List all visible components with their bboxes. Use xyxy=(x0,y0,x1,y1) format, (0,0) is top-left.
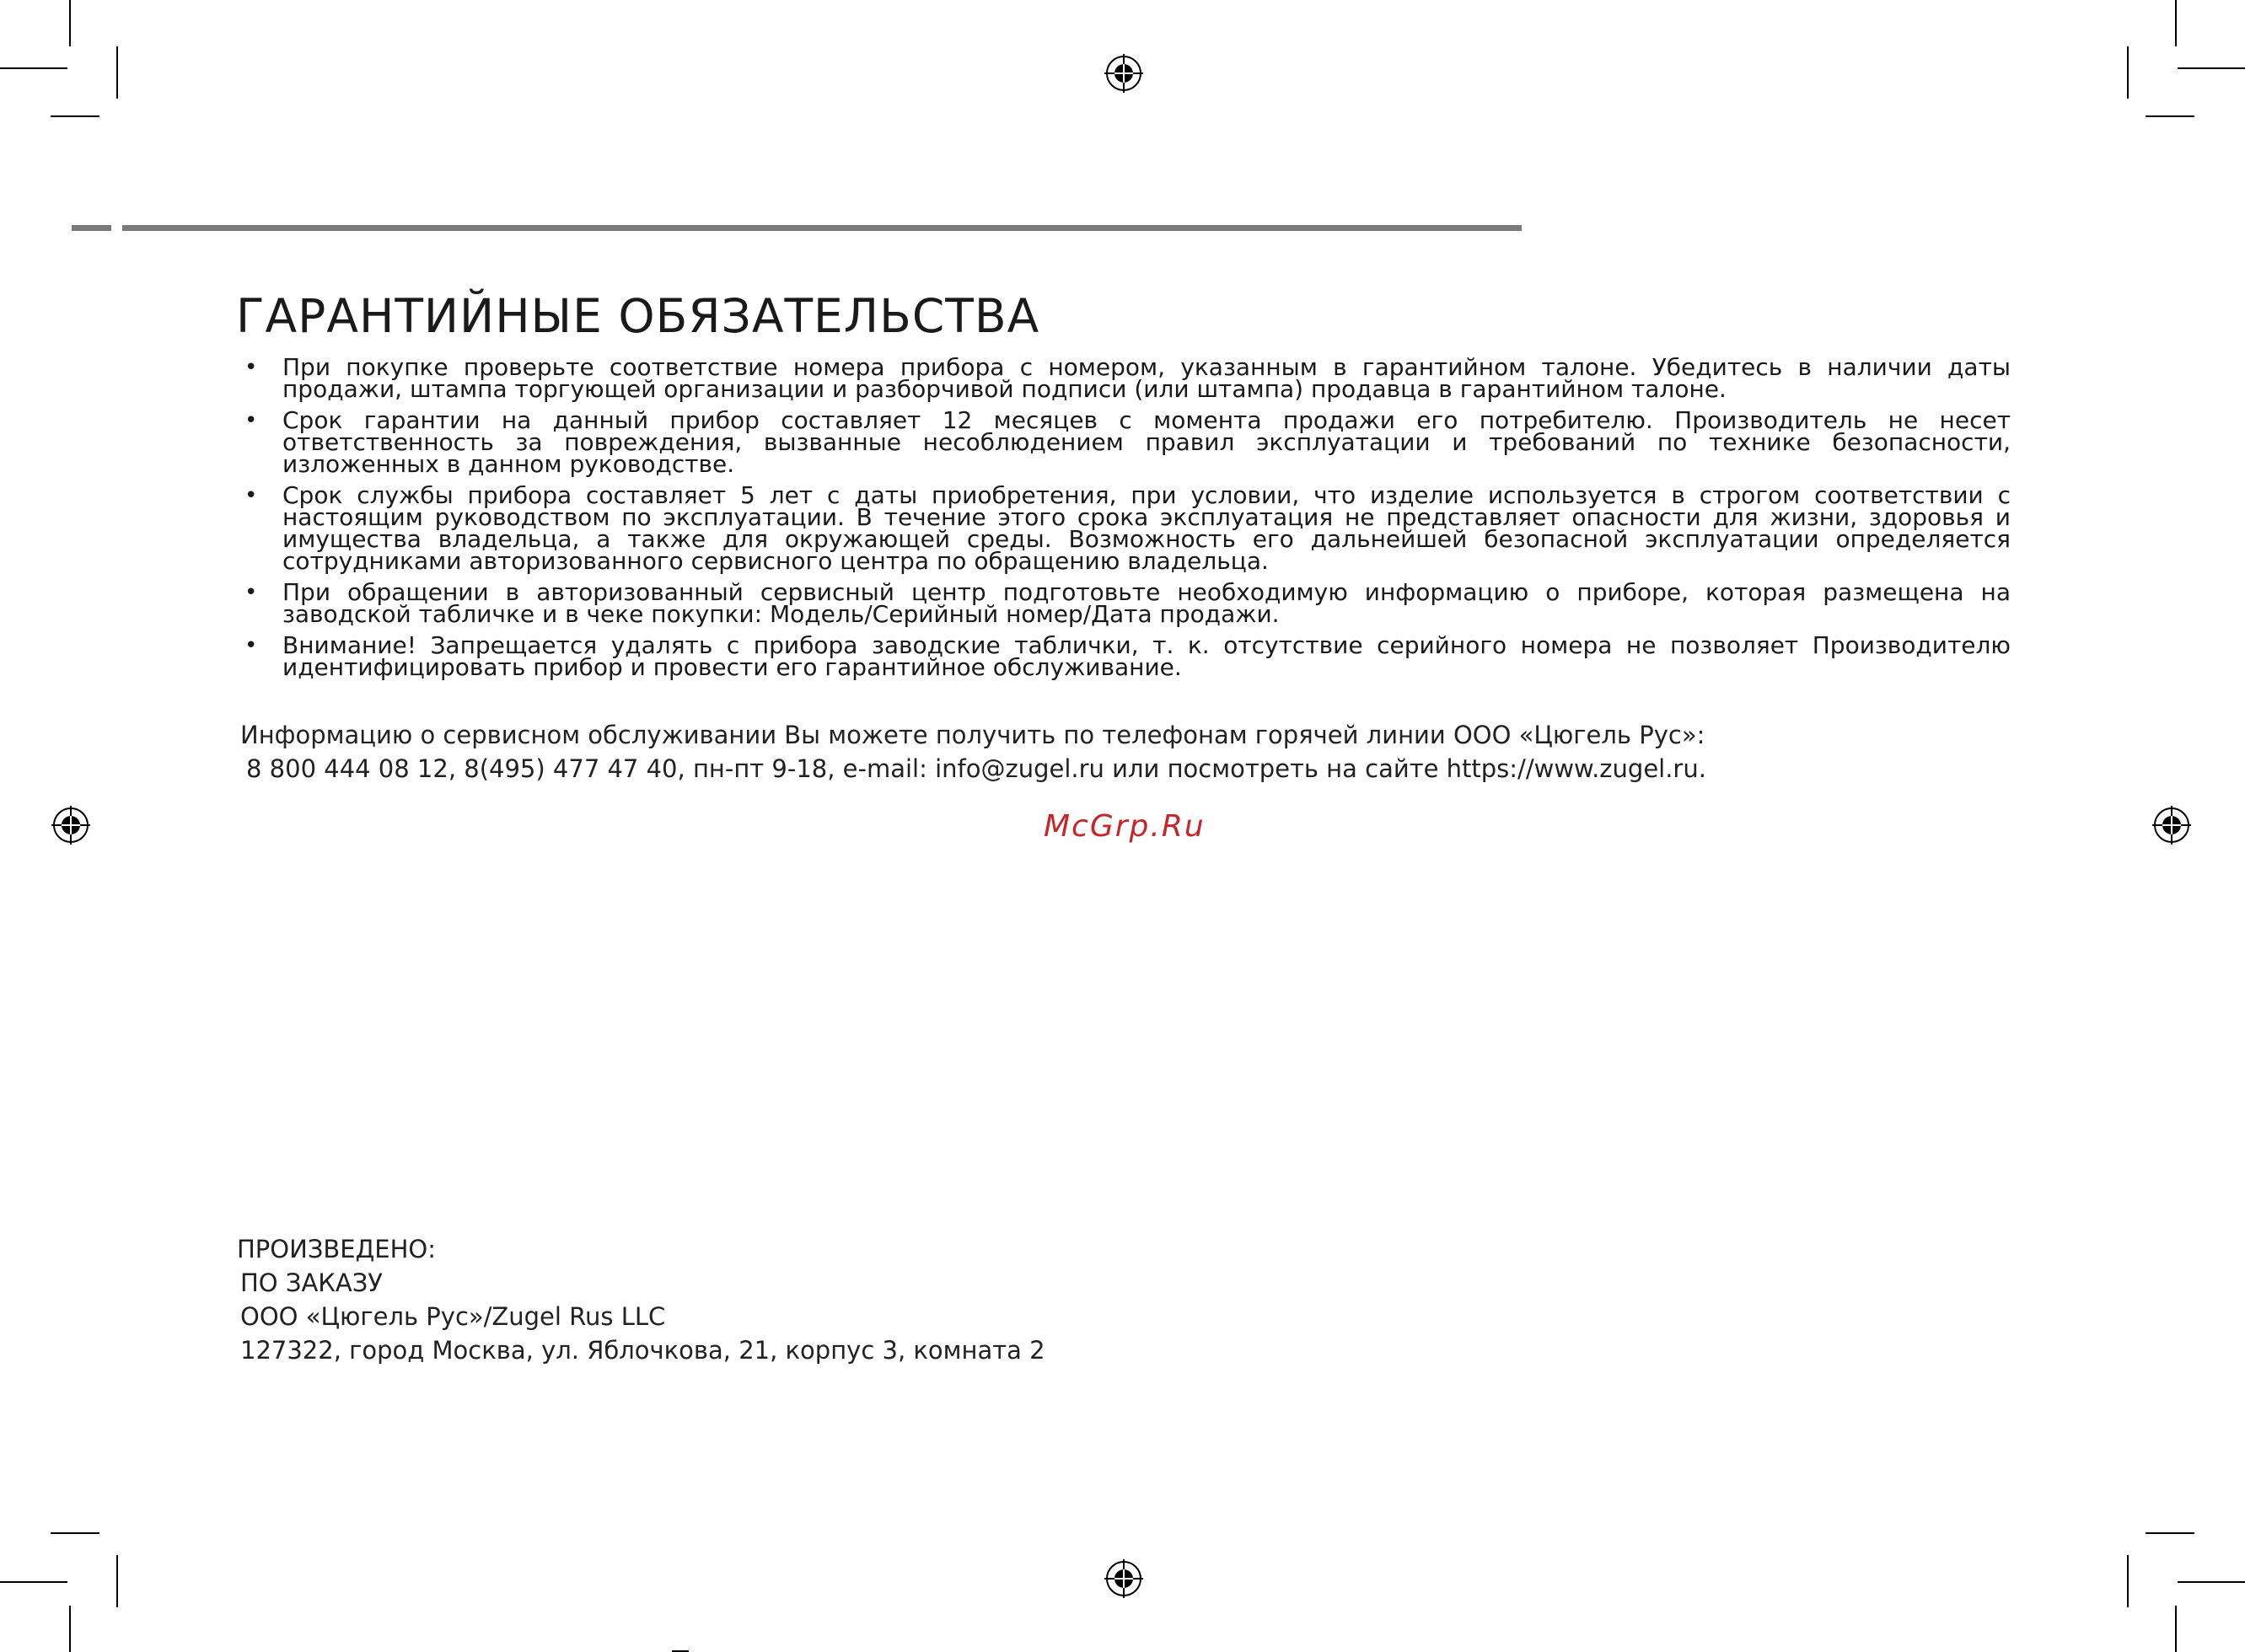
registration-mark-icon xyxy=(51,806,90,845)
bullet-icon: • xyxy=(244,483,258,508)
registration-mark-icon xyxy=(1104,1559,1143,1598)
list-item-text: Внимание! Запрещается удалять с прибора заводские таблички, т. к. отсутствие серийного номера не позволяет Производителю идентифицировать прибор и провести его гарантийное обслуживание. xyxy=(282,631,2011,681)
list-item xyxy=(244,406,2011,478)
bullet-icon: • xyxy=(244,580,258,605)
crop-mark xyxy=(0,1581,67,1583)
crop-mark xyxy=(2146,1532,2194,1534)
list-item-text: Срок службы прибора составляет 5 лет с даты приобретения, при условии, что изделие используется в строгом соответствии с настоящим руководством по эксплуатации. В течение этого срока эксплуатация не представляет опасности для жизни, здоровья и имущества владельца, а также для окружающей среды. Возможность его дальнейшей безопасной эксплуатации определяется сотрудниками авторизованного сервисного центра по обращению владельца. xyxy=(282,481,2011,575)
list-item xyxy=(244,353,2011,403)
service-info-line: Информацию о сервисном обслуживании Вы можете получить по телефонам горячей линии ООО «Цюгель Рус»: xyxy=(240,721,1705,749)
list-item-text: При обращении в авторизованный сервисный центр подготовьте необходимую информацию о приборе, которая размещена на заводской табличке и в чеке покупки: Модель/Серийный номер/Дата продажи. xyxy=(282,578,2011,628)
crop-mark xyxy=(116,1555,118,1607)
crop-mark xyxy=(2146,115,2194,117)
manufacturer-heading: ПРОИЗВЕДЕНО: xyxy=(237,1235,437,1263)
list-item xyxy=(244,481,2011,575)
bullet-icon: • xyxy=(244,408,258,433)
crop-mark xyxy=(51,115,99,117)
crop-mark xyxy=(116,46,118,99)
bullet-icon: • xyxy=(244,633,258,658)
list-item xyxy=(244,578,2011,628)
crop-mark xyxy=(0,67,67,69)
crop-mark xyxy=(69,0,71,46)
manufacturer-line: ПО ЗАКАЗУ xyxy=(240,1268,383,1297)
crop-mark xyxy=(2178,1581,2245,1583)
page-title: ГАРАНТИЙНЫЕ ОБЯЗАТЕЛЬСТВА xyxy=(236,289,1040,343)
crop-mark xyxy=(69,1606,71,1652)
crop-mark xyxy=(2127,46,2129,99)
crop-mark xyxy=(2175,0,2177,46)
header-rule-short xyxy=(72,225,111,231)
list-item-text: Срок гарантии на данный прибор составляет 12 месяцев с момента продажи его потребителю. Производитель не несет ответственность за повреждения, вызванные несоблюдением правил эксплуатации и требований по технике безопасности, изложенных в данном руководстве. xyxy=(282,406,2011,478)
crop-mark xyxy=(2127,1555,2129,1607)
header-rule xyxy=(122,225,1522,231)
registration-mark-icon xyxy=(2152,806,2191,845)
crop-mark xyxy=(51,1532,99,1534)
watermark: McGrp.Ru xyxy=(1044,809,1206,844)
list-item xyxy=(244,631,2011,681)
manufacturer-company: ООО «Цюгель Рус»/Zugel Rus LLC xyxy=(240,1302,666,1331)
warranty-list xyxy=(244,353,2011,688)
crop-mark xyxy=(2178,67,2245,69)
manufacturer-address: 127322, город Москва, ул. Яблочкова, 21, корпус 3, комната 2 xyxy=(240,1336,1045,1365)
registration-mark-icon xyxy=(1104,54,1143,93)
crop-mark xyxy=(2175,1606,2177,1652)
list-item-text: При покупке проверьте соответствие номера прибора с номером, указанным в гарантийном талоне. Убедитесь в наличии даты продажи, штампа торгующей организации и разборчивой подписи (или штампа) продавца в гарантийном талоне. xyxy=(282,353,2011,403)
service-contacts-line: 8 800 444 08 12, 8(495) 477 47 40, пн-пт 9-18, e-mail: info@zugel.ru или посмотреть на сайте https://www.zugel.ru. xyxy=(246,754,1706,783)
bullet-icon: • xyxy=(244,355,258,380)
